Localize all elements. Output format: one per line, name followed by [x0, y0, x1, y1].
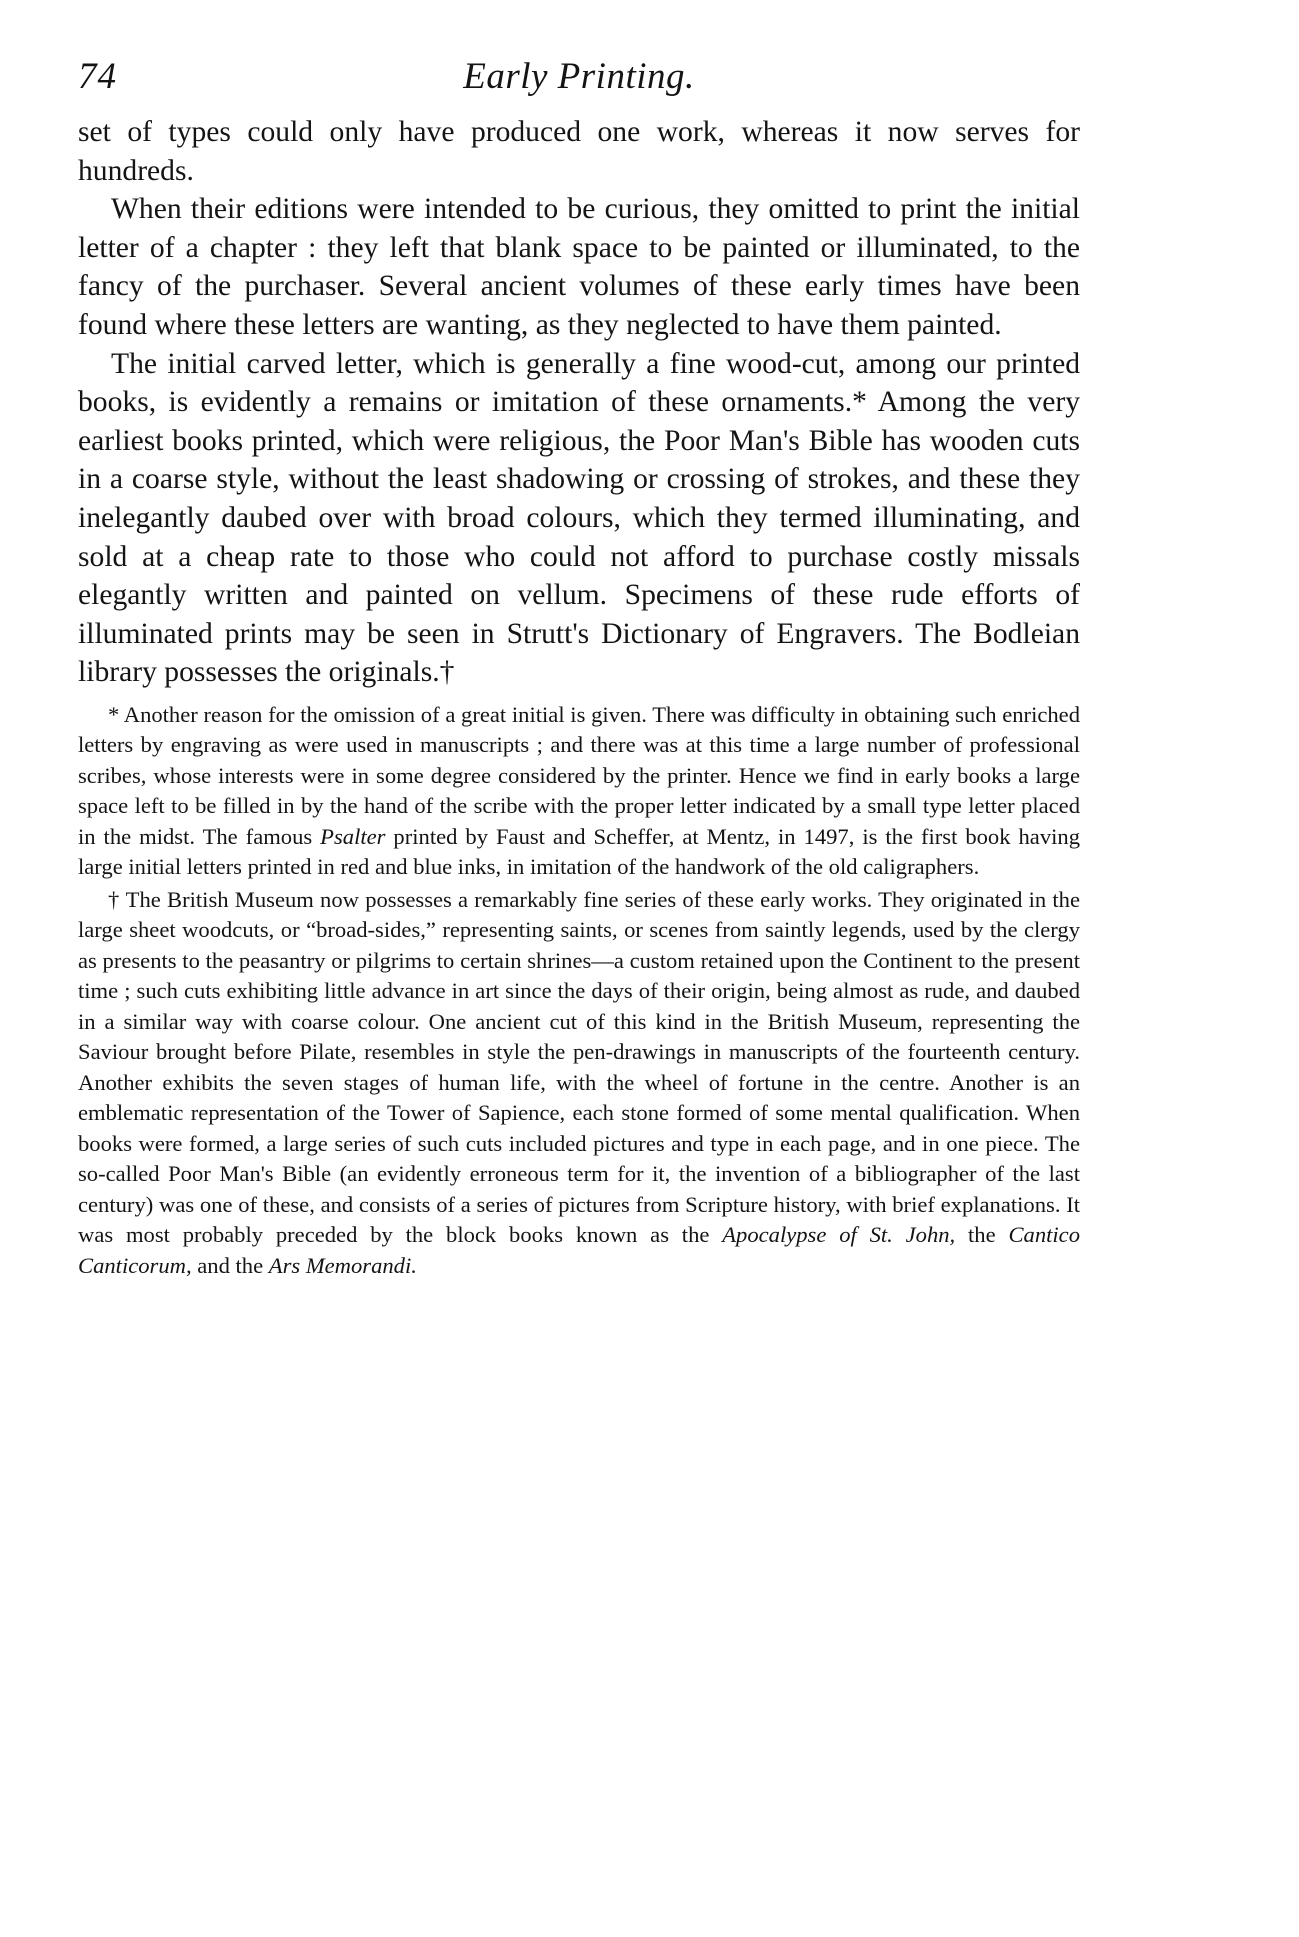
paragraph-editions: When their editions were intended to be curious, they omitted to print the initial letter of a chapter : they left that blank space to be painted or illuminated, to the fancy of the purchaser. Several ancient volumes of these early times have been found where these letters are wanting, as they neglected to have them painted. — [78, 193, 1080, 341]
page-number: 74 — [78, 56, 117, 97]
page-header — [78, 55, 1080, 113]
main-text — [78, 113, 1080, 692]
footnote-dagger-text-3: and the — [191, 1252, 269, 1278]
footnote-dagger-italic-ars: Ars Memorandi. — [268, 1252, 417, 1278]
footnote-dagger-text-2: the — [955, 1222, 1009, 1248]
paragraph-continuation: set of types could only have produced one work, whereas it now serves for hundreds. — [78, 116, 1080, 187]
footnotes — [78, 700, 1080, 1282]
footnote-dagger — [78, 885, 1080, 1282]
book-page — [78, 55, 1080, 1281]
footnote-asterisk-text: * Another reason for the omission of a great initial is given. There was difficulty in obtaining such enriched letters by engraving as were used in manuscripts ; and there was at this time a large number of professional scribes, whose interests were in some degree considered by the printer. Hence we find in early books a large space left to be filled in by the hand of the scribe with the proper letter indicated by a small type letter placed in the midst. The famous — [78, 701, 1080, 849]
paragraph-initial-letter: The initial carved letter, which is generally a fine wood-cut, among our printed books, is evidently a remains or imitation of these ornaments.* Among the very earliest books printed, which were religious, the Poor Man's Bible has wooden cuts in a coarse style, without the least shadowing or crossing of strokes, and these they inelegantly daubed over with broad colours, which they termed illuminating, and sold at a cheap rate to those who could not afford to purchase costly missals elegantly written and painted on vellum. Specimens of these rude efforts of illuminated prints may be seen in Strutt's Dictionary of Engravers. The Bodleian library possesses the originals.† — [78, 347, 1080, 689]
running-title: Early Printing. — [463, 56, 695, 97]
footnote-asterisk-italic: Psalter — [320, 823, 386, 849]
footnote-asterisk — [78, 700, 1080, 883]
footnote-dagger-italic-cantico: Cantico Canticorum, — [78, 1222, 1080, 1278]
footnote-asterisk-text-end: printed by Faust and Scheffer, at Mentz, in 1497, is the first book having large initial letters printed in red and blue inks, in imitation of the handwork of the old caligraphers. — [78, 823, 1080, 880]
footnote-dagger-italic-apocalypse: Apocalypse of St. John, — [722, 1222, 956, 1248]
footnote-dagger-text: † The British Museum now possesses a remarkably fine series of these early works. They originated in the large sheet woodcuts, or “broad-sides,” representing saints, or scenes from saintly legends, used by the clergy as presents to the peasantry or pilgrims to certain shrines—a custom retained upon the Continent to the present time ; such cuts exhibiting little advance in art since the days of their origin, being almost as rude, and daubed in a similar way with coarse colour. One ancient cut of this kind in the British Museum, representing the Saviour brought before Pilate, resembles in style the pen-drawings in manuscripts of the fourteenth century. Another exhibits the seven stages of human life, with the wheel of fortune in the centre. Another is an emblematic representation of the Tower of Sapience, each stone formed of some mental qualification. When books were formed, a large series of such cuts included pictures and type in each page, and in one piece. The so-called Poor Man's Bible (an evidently erroneous term for it, the invention of a bibliographer of the last century) was one of these, and consists of a series of pictures from Scripture history, with brief explanations. It was most probably preceded by the block books known as the — [78, 886, 1080, 1248]
